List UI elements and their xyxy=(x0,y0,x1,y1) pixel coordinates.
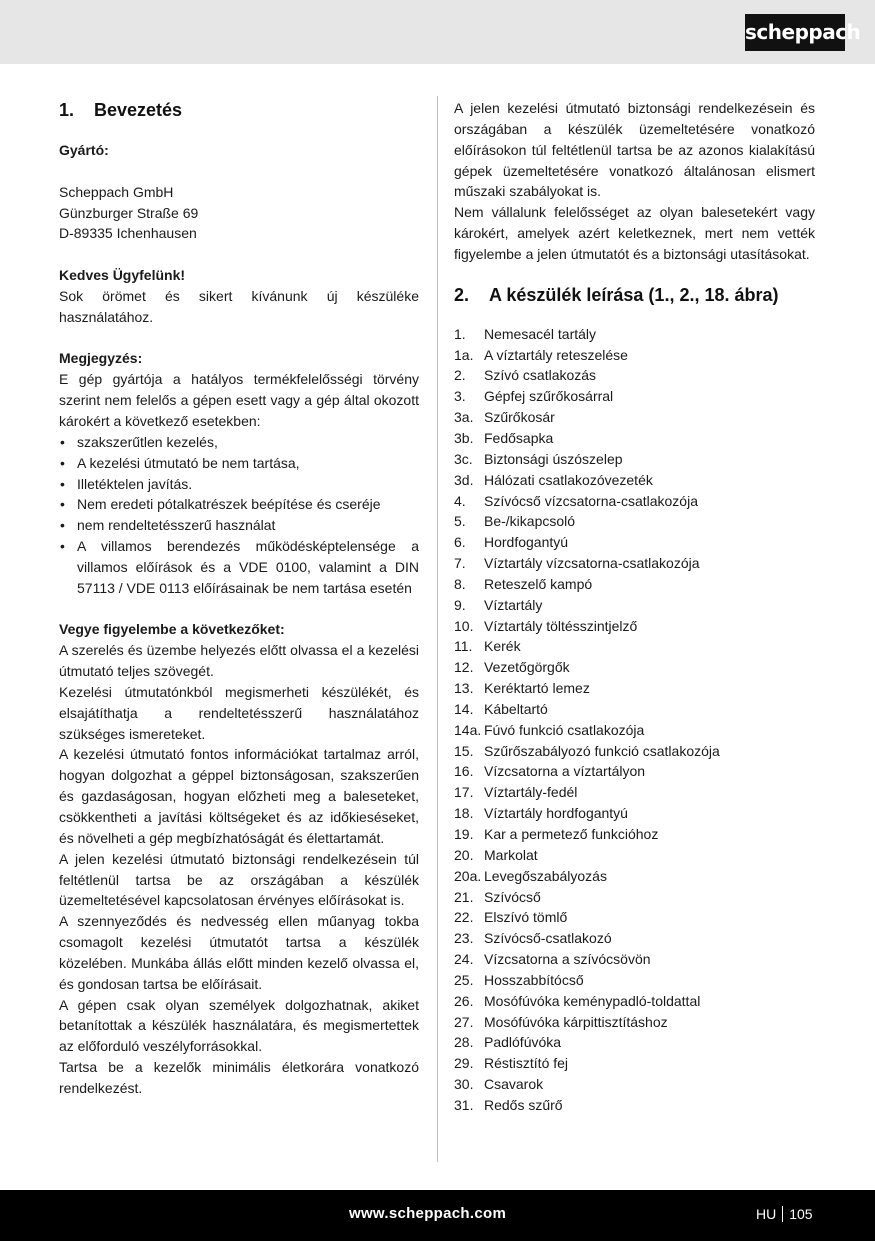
parts-list xyxy=(454,324,815,1116)
part-label: Réstisztító fej xyxy=(484,1055,569,1072)
part-number: 20. xyxy=(454,846,474,863)
part-label: Víztartály xyxy=(484,596,543,613)
part-number: 4. xyxy=(454,492,466,509)
list-item xyxy=(454,845,815,866)
list-item: • Nem eredeti pótalkatrészek beépítése és cseréje xyxy=(59,494,419,515)
list-item xyxy=(454,782,815,803)
section-1-heading xyxy=(59,98,419,122)
list-item xyxy=(454,532,815,553)
part-label: Keréktartó lemez xyxy=(484,680,590,697)
address-line: Scheppach GmbH xyxy=(59,183,174,200)
part-number: 27. xyxy=(454,1013,474,1030)
page-number: 105 xyxy=(789,1206,813,1222)
list-item xyxy=(454,1032,815,1053)
separator xyxy=(782,1206,783,1222)
list-item xyxy=(454,928,815,949)
part-label: Víztartály vízcsatorna-csatlakozója xyxy=(484,555,700,572)
list-item xyxy=(454,741,815,762)
list-item xyxy=(454,365,815,386)
part-number: 15. xyxy=(454,742,474,759)
paragraph: A szerelés és üzembe helyezés előtt olvassa el a kezelési útmutató teljes szövegét. xyxy=(59,642,419,680)
part-number: 24. xyxy=(454,951,474,968)
list-item xyxy=(454,449,815,470)
part-number: 25. xyxy=(454,971,474,988)
part-label: Kar a permetező funkcióhoz xyxy=(484,826,659,842)
part-label: Redős szűrő xyxy=(484,1096,563,1113)
list-item xyxy=(454,1053,815,1074)
part-number: 3c. xyxy=(454,450,473,467)
part-label: Padlófúvóka xyxy=(484,1034,562,1051)
part-number: 13. xyxy=(454,680,474,697)
paragraph: Kezelési útmutatónkból megismerheti készülékét, és elsajátíthatja a rendeltetésszerű használatához szükséges ismereteket. xyxy=(59,683,419,742)
list-item xyxy=(454,803,815,824)
part-number: 7. xyxy=(454,555,466,572)
part-number: 8. xyxy=(454,575,466,592)
header-bar xyxy=(0,0,875,64)
part-label: Vízcsatorna a víztartályon xyxy=(484,763,646,780)
list-item xyxy=(454,866,815,887)
note-text: E gép gyártója a hatályos termékfelelősségi törvény szerint nem felelős a gépen esett vagy a gép által okozott károkért a következő esetekben: xyxy=(59,371,419,429)
part-number: 3b. xyxy=(454,429,474,446)
note-bullet-list xyxy=(59,432,419,599)
footer-bar xyxy=(0,1190,875,1241)
paragraph: Nem vállalunk felelősséget az olyan balesetekért vagy károkért, amelyek azért keletkeznek, mert nem vették figyelembe a jelen útmutatót és a biztonsági utasításokat. xyxy=(454,204,815,262)
section-2-title: A készülék leírása (1., 2., 18. ábra) xyxy=(489,284,779,305)
part-label: Fedősapka xyxy=(484,429,554,446)
page-indicator xyxy=(756,1206,813,1222)
address-line: D-89335 Ichenhausen xyxy=(59,225,197,242)
part-number: 9. xyxy=(454,596,466,613)
part-number: 5. xyxy=(454,513,466,530)
list-item xyxy=(454,907,815,928)
part-label: Vezetőgörgők xyxy=(484,659,570,676)
part-number: 18. xyxy=(454,805,474,822)
part-label: Szűrőkosár xyxy=(484,409,555,426)
part-number: 19. xyxy=(454,826,474,842)
column-divider xyxy=(437,96,438,1162)
part-label: Hálózati csatlakozóvezeték xyxy=(484,471,653,488)
dear-customer-label: Kedves Ügyfelünk! xyxy=(59,267,186,284)
part-number: 1. xyxy=(454,325,466,342)
part-number: 20a. xyxy=(454,867,482,884)
part-number: 17. xyxy=(454,784,474,801)
part-label: Szívócső vízcsatorna-csatlakozója xyxy=(484,492,698,509)
list-item xyxy=(454,407,815,428)
list-item xyxy=(454,491,815,512)
paragraph: A jelen kezelési útmutató biztonsági rendelkezésein túl feltétlenül tartsa be az országában a készülék üzemeltetésével kapcsolatosan érvényes előírásokat is. xyxy=(59,850,419,909)
part-number: 31. xyxy=(454,1096,474,1113)
part-number: 30. xyxy=(454,1076,474,1093)
part-number: 26. xyxy=(454,992,474,1009)
paragraph: A gépen csak olyan személyek dolgozhatnak, akiket betanítottak a készülék használatára, és megismertettek az előforduló veszélyforrásokkal. xyxy=(59,996,419,1055)
list-item xyxy=(454,511,815,532)
list-item xyxy=(454,970,815,991)
part-label: Mosófúvóka kárpittisztításhoz xyxy=(484,1013,668,1030)
section-2-heading xyxy=(454,283,815,307)
part-number: 21. xyxy=(454,888,474,905)
part-label: Kábeltartó xyxy=(484,700,548,717)
manufacturer-label: Gyártó: xyxy=(59,142,109,158)
part-label: Levegőszabályozás xyxy=(484,867,607,884)
part-label: Nemesacél tartály xyxy=(484,325,597,342)
part-label: Kerék xyxy=(484,638,521,655)
part-number: 29. xyxy=(454,1055,474,1072)
website-url: www.scheppach.com xyxy=(349,1205,507,1222)
part-number: 1a. xyxy=(454,346,474,363)
part-number: 12. xyxy=(454,659,474,676)
part-label: Be-/kikapcsoló xyxy=(484,513,576,530)
language-code: HU xyxy=(756,1206,777,1222)
section-1-number: 1. xyxy=(59,100,75,120)
part-number: 3. xyxy=(454,388,466,405)
part-label: Szívócső xyxy=(484,888,541,905)
list-item xyxy=(454,678,815,699)
dear-customer-text: Sok örömet és sikert kívánunk új készüléke használatához. xyxy=(59,287,419,325)
part-number: 10. xyxy=(454,617,474,634)
list-item xyxy=(454,720,815,741)
list-item xyxy=(454,761,815,782)
right-column xyxy=(454,98,815,1116)
part-label: A víztartály reteszelése xyxy=(484,346,628,363)
part-number: 2. xyxy=(454,367,466,384)
list-item xyxy=(454,470,815,491)
part-label: Szívócső-csatlakozó xyxy=(484,930,612,947)
list-item xyxy=(454,324,815,345)
part-label: Csavarok xyxy=(484,1076,544,1093)
list-item: • Illetéktelen javítás. xyxy=(59,474,419,495)
list-item xyxy=(454,699,815,720)
part-label: Reteszelő kampó xyxy=(484,575,593,592)
part-label: Elszívó tömlő xyxy=(484,909,568,926)
address-line: Günzburger Straße 69 xyxy=(59,204,199,221)
scheppach-logo: scheppach xyxy=(745,14,845,51)
part-label: Mosófúvóka keménypadló-toldattal xyxy=(484,992,701,1009)
list-item xyxy=(454,949,815,970)
part-number: 3a. xyxy=(454,409,474,426)
part-number: 11. xyxy=(454,638,473,655)
part-number: 14a. xyxy=(454,721,482,738)
list-item: • nem rendeltetésszerű használat xyxy=(59,515,419,536)
list-item xyxy=(454,1074,815,1095)
part-label: Vízcsatorna a szívócsövön xyxy=(484,951,651,968)
left-column xyxy=(59,98,419,1099)
part-label: Gépfej szűrőkosárral xyxy=(484,388,614,405)
part-number: 3d. xyxy=(454,471,474,488)
part-label: Biztonsági úszószelep xyxy=(484,450,623,467)
note-label: Megjegyzés: xyxy=(59,350,143,367)
paragraph: A jelen kezelési útmutató biztonsági rendelkezésein és országában a készülék üzemeltetésére vonatkozó előírásokon túl feltétlenül tartsa be az azonos kialakítású gépek üzemeltetésére vonatkozó általánosan elismert műszaki szabályokat is. xyxy=(454,100,815,200)
part-number: 14. xyxy=(454,700,474,717)
list-item xyxy=(454,657,815,678)
list-item xyxy=(454,991,815,1012)
paragraph: Tartsa be a kezelők minimális életkorára vonatkozó rendelkezést. xyxy=(59,1059,419,1096)
part-label: Hosszabbítócső xyxy=(484,971,584,988)
section-2-number: 2. xyxy=(454,284,470,305)
list-item xyxy=(454,824,815,845)
part-number: 6. xyxy=(454,534,466,551)
paragraph: A kezelési útmutató fontos információkat tartalmaz arról, hogyan dolgozhat a géppel biztonságosan, szakszerűen és gazdaságosan, hogyan előzheti meg a baleseteket, csökkentheti a javítási költségeket és az időkieséseket, és növelheti a gép megbízhatóságát és élettartamát. xyxy=(59,746,419,846)
part-label: Markolat xyxy=(484,846,538,863)
list-item xyxy=(454,616,815,637)
list-item: • A villamos berendezés működésképtelensége a villamos előírások és a VDE 0100, valamint a DIN 57113 / VDE 0113 előírásainak be nem tartása esetén xyxy=(59,536,419,599)
part-label: Víztartály-fedél xyxy=(484,784,578,801)
list-item xyxy=(454,553,815,574)
part-number: 28. xyxy=(454,1034,474,1051)
list-item xyxy=(454,887,815,908)
part-number: 22. xyxy=(454,909,474,926)
consider-label: Vegye figyelembe a következőket: xyxy=(59,621,285,638)
list-item xyxy=(454,1012,815,1033)
list-item xyxy=(454,595,815,616)
list-item xyxy=(454,1095,815,1116)
paragraph: A szennyeződés és nedvesség ellen műanyag tokba csomagolt kezelési útmutatót tartsa a készülék közelében. Munkába állás előtt minden kezelő olvassa el, és gondosan tartsa be előírásait. xyxy=(59,913,419,992)
part-label: Víztartály hordfogantyú xyxy=(484,805,628,822)
part-label: Szívó csatlakozás xyxy=(484,367,597,384)
list-item xyxy=(454,636,815,657)
list-item xyxy=(454,574,815,595)
list-item xyxy=(454,345,815,366)
part-label: Víztartály töltésszintjelző xyxy=(484,617,638,634)
part-label: Szűrőszabályozó funkció csatlakozója xyxy=(484,742,720,759)
list-item xyxy=(454,428,815,449)
list-item xyxy=(454,386,815,407)
list-item: • A kezelési útmutató be nem tartása, xyxy=(59,453,419,474)
part-label: Fúvó funkció csatlakozója xyxy=(484,721,645,738)
part-number: 16. xyxy=(454,763,474,780)
list-item: • szakszerűtlen kezelés, xyxy=(59,432,419,453)
part-label: Hordfogantyú xyxy=(484,534,569,551)
part-number: 23. xyxy=(454,930,474,947)
section-1-title: Bevezetés xyxy=(94,100,183,120)
